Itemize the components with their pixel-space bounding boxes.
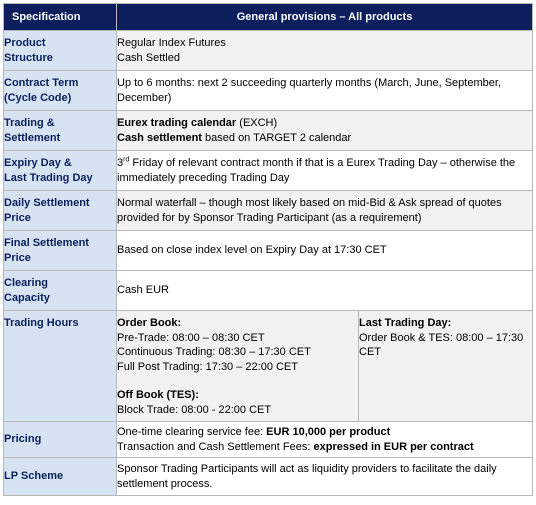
value-trading-settlement: Eurex trading calendar (EXCH) Cash settlement based on TARGET 2 calendar	[117, 111, 533, 151]
label-lp-scheme: LP Scheme	[4, 458, 117, 496]
row-clearing-capacity	[4, 271, 533, 311]
row-daily-settlement	[4, 191, 533, 231]
label-trading-settlement: Trading & Settlement	[4, 111, 117, 151]
value-clearing-capacity: Cash EUR	[117, 271, 533, 311]
row-expiry-day	[4, 151, 533, 191]
header-general-provisions: General provisions – All products	[117, 4, 533, 31]
row-pricing	[4, 422, 533, 458]
value-pricing: One-time clearing service fee: EUR 10,000 per product Transaction and Cash Settlement Fees: expressed in EUR per contract	[117, 422, 533, 458]
label-final-settlement: Final Settlement Price	[4, 231, 117, 271]
value-final-settlement: Based on close index level on Expiry Day at 17:30 CET	[117, 231, 533, 271]
header-row	[4, 4, 533, 31]
row-lp-scheme	[4, 458, 533, 496]
label-trading-hours: Trading Hours	[4, 311, 117, 422]
row-trading-hours	[4, 311, 533, 422]
row-final-settlement	[4, 231, 533, 271]
value-contract-term: Up to 6 months: next 2 succeeding quarterly months (March, June, September, December)	[117, 71, 533, 111]
value-trading-hours-last-day: Last Trading Day: Order Book & TES: 08:00 – 17:30 CET	[359, 311, 533, 422]
label-product-structure: Product Structure	[4, 31, 117, 71]
row-product-structure	[4, 31, 533, 71]
label-clearing-capacity: Clearing Capacity	[4, 271, 117, 311]
value-product-structure: Regular Index Futures Cash Settled	[117, 31, 533, 71]
row-trading-settlement	[4, 111, 533, 151]
header-specification: Specification	[4, 4, 117, 31]
label-daily-settlement: Daily Settlement Price	[4, 191, 117, 231]
label-expiry-day: Expiry Day & Last Trading Day	[4, 151, 117, 191]
value-trading-hours-order-book: Order Book: Pre-Trade: 08:00 – 08:30 CET Continuous Trading: 08:30 – 17:30 CET Full Post Trading: 17:30 – 22:00 CET Off Book (TES): Block Trade: 08:00 - 22:00 CET	[117, 311, 359, 422]
specification-table	[3, 3, 533, 496]
label-contract-term: Contract Term (Cycle Code)	[4, 71, 117, 111]
value-lp-scheme: Sponsor Trading Participants will act as liquidity providers to facilitate the daily settlement process.	[117, 458, 533, 496]
label-pricing: Pricing	[4, 422, 117, 458]
value-expiry-day: 3rd Friday of relevant contract month if that is a Eurex Trading Day – otherwise the immediately preceding Trading Day	[117, 151, 533, 191]
value-daily-settlement: Normal waterfall – though most likely based on mid-Bid & Ask spread of quotes provided for by Sponsor Trading Participant (as a requirement)	[117, 191, 533, 231]
row-contract-term	[4, 71, 533, 111]
